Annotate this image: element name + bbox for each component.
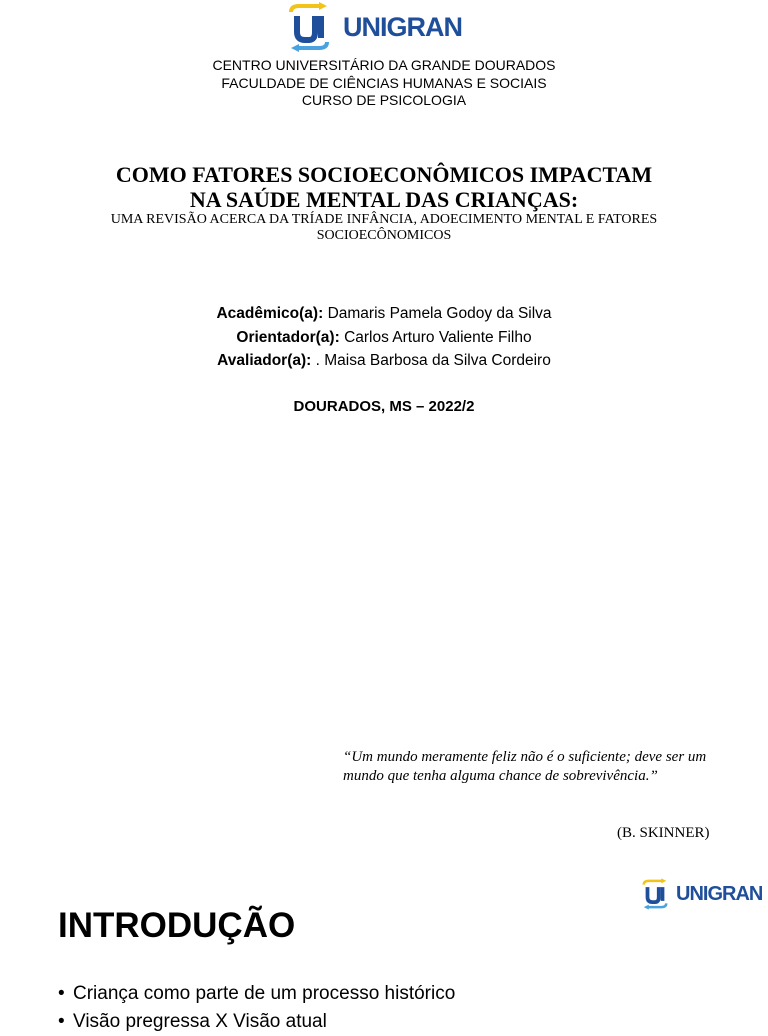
place-date: DOURADOS, MS – 2022/2 (293, 398, 475, 415)
evaluator-row (0, 349, 768, 373)
unigran-logo (285, 2, 462, 52)
unigran-wordmark: UNIGRAN (343, 11, 462, 42)
introduction-heading: INTRODUÇÃO (58, 906, 296, 945)
unigran-logo-mark (285, 2, 333, 52)
epigraph-author: (B. SKINNER) (617, 825, 710, 841)
advisor-label: Orientador(a): (236, 328, 340, 346)
document-subtitle: UMA REVISÃO ACERCA DA TRÍADE INFÂNCIA, ADOECIMENTO MENTAL E FATORES SOCIOECÔNOMICOS (110, 212, 658, 243)
title-line-2: NA SAÚDE MENTAL DAS CRIANÇAS: (189, 187, 579, 212)
unigran-logo-small (640, 876, 762, 912)
unigran-wordmark-small: UNIGRAN (676, 882, 763, 905)
advisor-name: Carlos Arturo Valiente Filho (344, 328, 532, 346)
people-block (0, 302, 768, 373)
academic-name: Damaris Pamela Godoy da Silva (327, 305, 552, 322)
institution-line-2: FACULDADE DE CIÊNCIAS HUMANAS E SOCIAIS (221, 74, 547, 91)
institution-line-1: CENTRO UNIVERSITÁRIO DA GRANDE DOURADOS (212, 57, 556, 73)
institution-line-3: CURSO DE PSICOLOGIA (301, 92, 467, 108)
introduction-bullets (58, 980, 455, 1036)
unigran-logo-mark-small (640, 876, 670, 912)
institution-block (0, 57, 768, 110)
evaluator-label: Avaliador(a): (217, 352, 312, 369)
advisor-row (0, 326, 768, 350)
evaluator-name: . Maisa Barbosa da Silva Cordeiro (315, 352, 551, 369)
document-title (0, 162, 768, 212)
epigraph-quote: “Um mundo meramente feliz não é o suficiente; deve ser um mundo que tenha alguma chance de sobrevivência.” (343, 749, 707, 784)
bullet-item: • Visão pregressa X Visão atual (58, 1008, 455, 1036)
academic-row (0, 302, 768, 326)
academic-label: Acadêmico(a): (216, 305, 324, 322)
title-line-1: COMO FATORES SOCIOECONÔMICOS IMPACTAM (115, 162, 653, 187)
bullet-item: • Criança como parte de um processo histórico (58, 980, 455, 1008)
